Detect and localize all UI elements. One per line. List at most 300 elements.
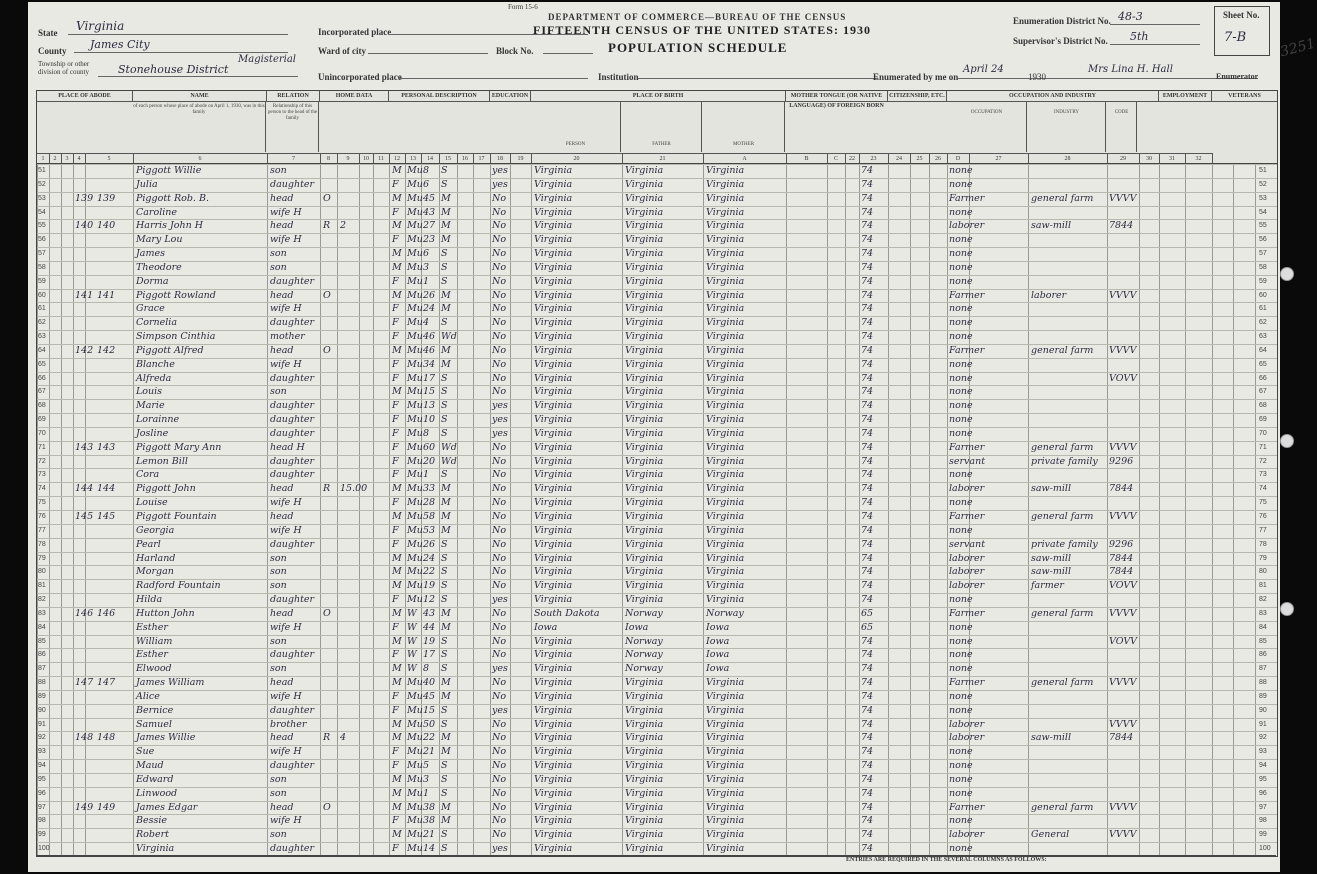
person-name: Mary Lou (136, 234, 183, 246)
attended-school: No (492, 552, 507, 564)
person-name: Linwood (136, 787, 178, 799)
person-name: James William (136, 677, 205, 689)
age: 14 (423, 843, 436, 855)
relation: son (270, 663, 287, 675)
dwelling-number: 139 (75, 192, 94, 204)
birthplace-mother: Virginia (706, 538, 745, 550)
birthplace-mother: Virginia (706, 261, 745, 273)
birth-code: 74 (861, 594, 874, 606)
occupation: none (949, 372, 973, 384)
birthplace-person: Virginia (534, 192, 573, 204)
industry: general farm (1031, 607, 1094, 619)
relation: head H (270, 441, 305, 453)
marital-status: M (441, 732, 451, 744)
industry: general farm (1031, 192, 1094, 204)
birthplace-person: Virginia (534, 414, 573, 426)
birthplace-person: Iowa (534, 621, 558, 633)
table-row (37, 441, 1277, 455)
birthplace-person: Virginia (534, 178, 573, 190)
sex: M (392, 344, 402, 356)
group-relation: RELATION (267, 91, 320, 102)
home-owned-rented: O (323, 289, 331, 301)
marital-status: S (441, 787, 448, 799)
relation: son (270, 248, 287, 260)
line-number: 84 (38, 623, 46, 631)
person-name: Josline (136, 427, 169, 439)
attended-school: yes (492, 843, 508, 855)
race: Mu (407, 760, 423, 772)
birthplace-mother: Virginia (706, 594, 745, 606)
sex: F (392, 234, 399, 246)
birth-code: 74 (861, 248, 874, 260)
age: 20 (423, 455, 436, 467)
age: 12 (423, 594, 436, 606)
age: 3 (423, 261, 430, 273)
attended-school: No (492, 248, 507, 260)
race: Mu (407, 746, 423, 758)
family-number: 149 (97, 801, 116, 813)
marital-status: M (441, 746, 451, 758)
home-owned-rented: R (323, 483, 331, 495)
occupation: none (949, 386, 973, 398)
dwelling-number: 149 (75, 801, 94, 813)
marital-status: S (441, 414, 448, 426)
person-name: Morgan (136, 566, 174, 578)
birth-code: 74 (861, 261, 874, 273)
line-number-right: 87 (1259, 665, 1267, 673)
birthplace-father: Virginia (625, 787, 664, 799)
marital-status: S (441, 718, 448, 730)
group-citizenship: CITIZENSHIP, ETC. (888, 91, 947, 102)
person-name: Samuel (136, 718, 172, 730)
age: 44 (423, 621, 436, 633)
occupation: none (949, 303, 973, 315)
birthplace-father: Virginia (625, 843, 664, 855)
birthplace-mother: Virginia (706, 829, 745, 841)
township-value-note: Magisterial (238, 54, 297, 65)
race: Mu (407, 497, 423, 509)
age: 27 (423, 220, 436, 232)
race: Mu (407, 317, 423, 329)
line-number-right: 67 (1259, 388, 1267, 396)
line-number-right: 82 (1259, 596, 1267, 604)
birthplace-father: Virginia (625, 469, 664, 481)
race: Mu (407, 220, 423, 232)
age: 1 (423, 275, 430, 287)
age: 8 (423, 165, 430, 176)
birthplace-mother: Virginia (706, 220, 745, 232)
age: 60 (423, 441, 436, 453)
birthplace-mother: Virginia (706, 386, 745, 398)
family-number: 142 (97, 344, 116, 356)
birthplace-mother: Virginia (706, 414, 745, 426)
birth-code: 74 (861, 690, 874, 702)
table-row (37, 510, 1277, 524)
marital-status: S (441, 566, 448, 578)
table-row (37, 579, 1277, 593)
relation: son (270, 552, 287, 564)
sex: M (392, 829, 402, 841)
birthplace-person: Virginia (534, 524, 573, 536)
sex: F (392, 414, 399, 426)
line-number: 58 (38, 263, 46, 271)
relation: daughter (270, 372, 315, 384)
table-row (37, 358, 1277, 372)
person-name: Radford Fountain (136, 580, 221, 592)
person-name: Elwood (136, 663, 172, 675)
line-number-right: 70 (1259, 429, 1267, 437)
dwelling-number: 146 (75, 607, 94, 619)
person-name: Grace (136, 303, 165, 315)
birthplace-person: Virginia (534, 649, 573, 661)
line-number: 51 (38, 167, 46, 174)
occupation: Farmer (949, 607, 985, 619)
occupation: none (949, 663, 973, 675)
column-number: 25 (910, 153, 930, 164)
birthplace-father: Virginia (625, 718, 664, 730)
attended-school: yes (492, 400, 508, 412)
sex: F (392, 400, 399, 412)
birthplace-person: Virginia (534, 400, 573, 412)
race: Mu (407, 594, 423, 606)
birthplace-person: Virginia (534, 594, 573, 606)
marital-status: M (441, 206, 451, 218)
line-number: 78 (38, 540, 46, 548)
person-name: Blanche (136, 358, 175, 370)
sex: F (392, 746, 399, 758)
birthplace-father: Norway (625, 635, 663, 647)
occupation: none (949, 248, 973, 260)
table-row (37, 413, 1277, 427)
age: 46 (423, 344, 436, 356)
table-row (37, 316, 1277, 330)
industry: general farm (1031, 344, 1094, 356)
relation: son (270, 386, 287, 398)
age: 23 (423, 234, 436, 246)
age: 6 (423, 248, 430, 260)
relation: head (270, 607, 294, 619)
race: Mu (407, 718, 423, 730)
table-row (37, 496, 1277, 510)
attended-school: No (492, 580, 507, 592)
person-name: Hilda (136, 594, 163, 606)
birthplace-mother: Virginia (706, 372, 745, 384)
sex: F (392, 441, 399, 453)
relation: daughter (270, 760, 315, 772)
relation: daughter (270, 843, 315, 855)
marital-status: S (441, 649, 448, 661)
occupation: none (949, 773, 973, 785)
race: Mu (407, 552, 423, 564)
line-number-right: 89 (1259, 692, 1267, 700)
person-name: Pearl (136, 538, 161, 550)
line-number-right: 97 (1259, 803, 1267, 811)
line-number: 92 (38, 734, 46, 742)
sex: F (392, 427, 399, 439)
birthplace-person: Virginia (534, 746, 573, 758)
relation: wife H (270, 234, 302, 246)
sex: M (392, 801, 402, 813)
family-number: 139 (97, 192, 116, 204)
industry-code: VVVV (1109, 511, 1137, 522)
sex: M (392, 220, 402, 232)
marital-status: M (441, 677, 451, 689)
industry: laborer (1031, 289, 1067, 301)
person-name: Piggott Rob. B. (136, 192, 209, 204)
race: Mu (407, 427, 423, 439)
person-name: Theodore (136, 261, 182, 273)
person-name: Esther (136, 621, 168, 633)
line-number-right: 59 (1259, 277, 1267, 285)
birth-code: 74 (861, 414, 874, 426)
birth-code: 74 (861, 829, 874, 841)
subhead-pob-person: PERSON (531, 102, 621, 152)
sex: F (392, 331, 399, 343)
person-name: Piggott Rowland (136, 289, 216, 301)
table-row (37, 192, 1277, 206)
column-number: 31 (1159, 153, 1186, 164)
race: W (407, 607, 417, 619)
birthplace-father: Virginia (625, 511, 664, 522)
line-number: 82 (38, 596, 46, 604)
occupation: Farmer (949, 511, 985, 522)
sex: M (392, 261, 402, 273)
birthplace-person: Virginia (534, 829, 573, 841)
marital-status: Wd (441, 331, 457, 343)
age: 38 (423, 801, 436, 813)
birthplace-mother: Virginia (706, 566, 745, 578)
table-row (37, 828, 1277, 842)
birthplace-father: Virginia (625, 580, 664, 592)
line-number: 74 (38, 485, 46, 493)
attended-school: No (492, 261, 507, 273)
birthplace-father: Virginia (625, 261, 664, 273)
birthplace-person: Virginia (534, 538, 573, 550)
census-sheet (28, 2, 1317, 872)
column-number: 22 (845, 153, 860, 164)
industry-code: 9296 (1109, 455, 1134, 467)
relation: son (270, 829, 287, 841)
marital-status: S (441, 248, 448, 260)
birthplace-father: Virginia (625, 303, 664, 315)
footer (36, 855, 1276, 873)
birthplace-father: Iowa (625, 621, 649, 633)
birth-code: 74 (861, 649, 874, 661)
column-number: 12 (389, 153, 406, 164)
birthplace-person: Virginia (534, 677, 573, 689)
line-number: 98 (38, 817, 46, 825)
dwelling-number: 142 (75, 344, 94, 356)
sex: F (392, 815, 399, 827)
relation: wife H (270, 621, 302, 633)
attended-school: No (492, 469, 507, 481)
table-row (37, 759, 1277, 773)
line-number: 65 (38, 360, 46, 368)
person-name: Robert (136, 829, 169, 841)
occupation: none (949, 635, 973, 647)
table-row (37, 565, 1277, 579)
group-personal-description: PERSONAL DESCRIPTION (389, 91, 490, 102)
attended-school: yes (492, 663, 508, 675)
dwelling-number: 141 (75, 289, 94, 301)
occupation: none (949, 704, 973, 716)
person-name: Hutton John (136, 607, 195, 619)
line-number: 97 (38, 803, 46, 811)
industry: General (1031, 829, 1070, 841)
line-number-right: 80 (1259, 568, 1267, 576)
age: 1 (423, 469, 430, 481)
occupation: none (949, 400, 973, 412)
birth-code: 74 (861, 317, 874, 329)
occupation: none (949, 469, 973, 481)
attended-school: No (492, 331, 507, 343)
race: Mu (407, 773, 423, 785)
line-number-right: 95 (1259, 775, 1267, 783)
line-number-right: 63 (1259, 333, 1267, 341)
line-number-right: 93 (1259, 748, 1267, 756)
table-row (37, 552, 1277, 566)
age: 21 (423, 746, 436, 758)
marital-status: S (441, 400, 448, 412)
sex: M (392, 566, 402, 578)
birthplace-father: Virginia (625, 677, 664, 689)
birthplace-mother: Virginia (706, 400, 745, 412)
line-number: 70 (38, 429, 46, 437)
marital-status: M (441, 524, 451, 536)
person-name: Caroline (136, 206, 178, 218)
relation: head (270, 192, 294, 204)
column-number: 24 (888, 153, 911, 164)
relation: wife H (270, 358, 302, 370)
marital-status: S (441, 427, 448, 439)
birth-code: 74 (861, 677, 874, 689)
race: Mu (407, 704, 423, 716)
column-number: C (827, 153, 846, 164)
birthplace-mother: Virginia (706, 303, 745, 315)
person-name: Piggott Willie (136, 165, 202, 176)
township-label: Township or other division of county (38, 60, 90, 76)
sex: M (392, 511, 402, 522)
age: 24 (423, 303, 436, 315)
line-number-right: 65 (1259, 360, 1267, 368)
relation: son (270, 635, 287, 647)
line-number-right: 51 (1259, 167, 1267, 174)
table-row (37, 593, 1277, 607)
township-value: Stonehouse District (118, 63, 229, 76)
birth-code: 74 (861, 538, 874, 550)
column-headers (36, 90, 1278, 165)
subhead-name: of each person whose place of abode on April 1, 1930, was in this family (133, 102, 266, 152)
race: Mu (407, 455, 423, 467)
line-number-right: 68 (1259, 402, 1267, 410)
industry-code: VVVV (1109, 801, 1137, 813)
line-number: 59 (38, 277, 46, 285)
relation: daughter (270, 178, 315, 190)
line-number: 88 (38, 679, 46, 687)
line-number: 76 (38, 513, 46, 520)
occupation: none (949, 760, 973, 772)
home-owned-rented: O (323, 344, 331, 356)
birth-code: 74 (861, 400, 874, 412)
marital-status: S (441, 829, 448, 841)
birthplace-person: Virginia (534, 511, 573, 522)
age: 13 (423, 400, 436, 412)
birth-code: 74 (861, 718, 874, 730)
birth-code: 74 (861, 192, 874, 204)
age: 15 (423, 386, 436, 398)
birthplace-person: Virginia (534, 289, 573, 301)
dwelling-number: 143 (75, 441, 94, 453)
marital-status: M (441, 192, 451, 204)
sex: F (392, 455, 399, 467)
industry-code: VVVV (1109, 607, 1137, 619)
age: 6 (423, 178, 430, 190)
occupation: none (949, 787, 973, 799)
birthplace-person: Virginia (534, 497, 573, 509)
column-number: 3 (61, 153, 74, 164)
birthplace-father: Virginia (625, 690, 664, 702)
birthplace-person: Virginia (534, 552, 573, 564)
enum-district-value: 48-3 (1118, 10, 1143, 23)
birthplace-mother: Iowa (706, 663, 730, 675)
line-number: 77 (38, 526, 46, 534)
line-number-right: 58 (1259, 263, 1267, 271)
table-row (37, 482, 1277, 496)
marital-status: M (441, 303, 451, 315)
relation: head (270, 289, 294, 301)
relation: daughter (270, 317, 315, 329)
person-name: Piggott Mary Ann (136, 441, 222, 453)
age: 45 (423, 690, 436, 702)
column-number: 8 (320, 153, 338, 164)
industry: general farm (1031, 511, 1094, 522)
birth-code: 74 (861, 441, 874, 453)
age: 24 (423, 552, 436, 564)
column-number: 9 (337, 153, 360, 164)
person-name: Harland (136, 552, 176, 564)
relation: wife H (270, 524, 302, 536)
line-number: 80 (38, 568, 46, 576)
birthplace-father: Virginia (625, 317, 664, 329)
sex: F (392, 760, 399, 772)
birthplace-mother: Iowa (706, 649, 730, 661)
age: 17 (423, 372, 436, 384)
dwelling-number: 140 (75, 220, 94, 232)
birth-code: 74 (861, 524, 874, 536)
attended-school: No (492, 386, 507, 398)
relation: head (270, 801, 294, 813)
occupation: laborer (949, 566, 985, 578)
attended-school: yes (492, 165, 508, 176)
column-number: 17 (473, 153, 491, 164)
birthplace-person: Virginia (534, 441, 573, 453)
birthplace-person: Virginia (534, 234, 573, 246)
column-number: B (786, 153, 828, 164)
family-number: 145 (97, 511, 116, 522)
birthplace-person: Virginia (534, 718, 573, 730)
industry: saw-mill (1031, 483, 1072, 495)
industry: private family (1031, 455, 1098, 467)
line-number: 66 (38, 374, 46, 382)
sex: M (392, 732, 402, 744)
birthplace-mother: Virginia (706, 690, 745, 702)
person-name: Esther (136, 649, 168, 661)
birth-code: 65 (861, 607, 874, 619)
family-number: 147 (97, 677, 116, 689)
industry-code: VOVV (1109, 580, 1138, 592)
line-number: 73 (38, 471, 46, 479)
occupation: none (949, 815, 973, 827)
